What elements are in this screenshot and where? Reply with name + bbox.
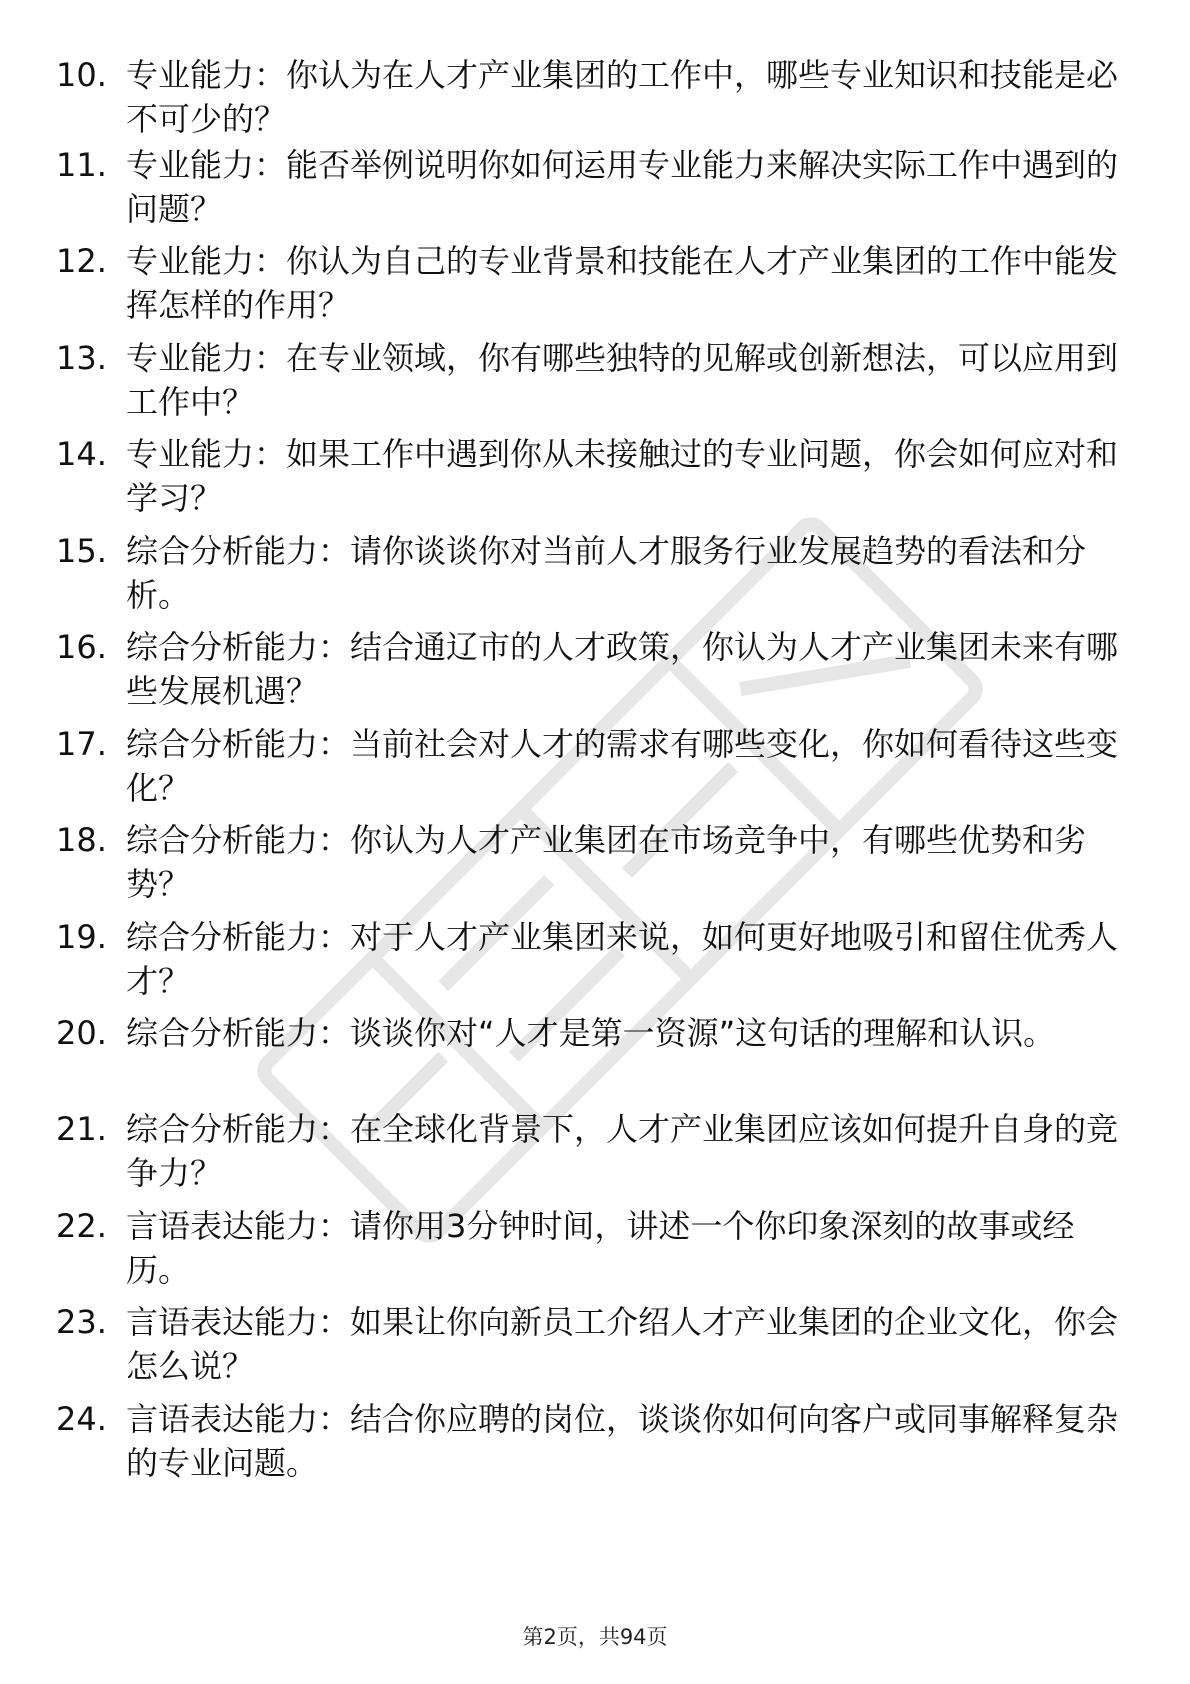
question-number: 16.: [56, 628, 107, 666]
question-text: 言语表达能力：结合你应聘的岗位，谈谈你如何向客户或同事解释复杂的专业问题。: [126, 1400, 1119, 1482]
question-text: 综合分析能力：在全球化背景下，人才产业集团应该如何提升自身的竞争力？: [126, 1110, 1119, 1192]
question-number: 12.: [56, 242, 107, 280]
page-footer: [0, 1621, 1190, 1651]
question-text: 专业能力：如果工作中遇到你从未接触过的专业问题，你会如何应对和学习？: [126, 435, 1119, 517]
question-text: 综合分析能力：结合通辽市的人才政策，你认为人才产业集团未来有哪些发展机遇？: [126, 628, 1119, 710]
question-number: 21.: [56, 1110, 107, 1148]
question-text: 综合分析能力：你认为人才产业集团在市场竞争中，有哪些优势和劣势？: [126, 821, 1087, 903]
question-text: 专业能力：在专业领域，你有哪些独特的见解或创新想法，可以应用到工作中？: [126, 339, 1119, 421]
question-number: 19.: [56, 918, 107, 956]
question-text: 专业能力：能否举例说明你如何运用专业能力来解决实际工作中遇到的问题？: [126, 146, 1119, 228]
question-text: 综合分析能力：当前社会对人才的需求有哪些变化，你如何看待这些变化？: [126, 725, 1119, 807]
question-number: 14.: [56, 435, 107, 473]
question-number: 24.: [56, 1400, 107, 1438]
question-number: 10.: [56, 56, 107, 94]
question-number: 13.: [56, 339, 107, 377]
page-number-label: 第2页，共94页: [522, 1625, 668, 1649]
question-number: 18.: [56, 821, 107, 859]
question-text: 综合分析能力：对于人才产业集团来说，如何更好地吸引和留住优秀人才？: [126, 918, 1119, 1000]
question-number: 22.: [56, 1207, 107, 1245]
question-text: 言语表达能力：请你用3分钟时间，讲述一个你印象深刻的故事或经历。: [126, 1207, 1075, 1289]
question-number: 23.: [56, 1303, 107, 1341]
question-text: 言语表达能力：如果让你向新员工介绍人才产业集团的企业文化，你会怎么说？: [126, 1303, 1119, 1385]
question-text: 综合分析能力：谈谈你对“人才是第一资源”这句话的理解和认识。: [126, 1014, 1056, 1052]
question-number: 20.: [56, 1014, 107, 1052]
question-text: 专业能力：你认为在人才产业集团的工作中，哪些专业知识和技能是必不可少的？: [126, 56, 1119, 138]
question-number: 11.: [56, 146, 107, 184]
question-number: 17.: [56, 725, 107, 763]
question-text: 专业能力：你认为自己的专业背景和技能在人才产业集团的工作中能发挥怎样的作用？: [126, 242, 1119, 324]
question-text: 综合分析能力：请你谈谈你对当前人才服务行业发展趋势的看法和分析。: [126, 532, 1087, 614]
question-number: 15.: [56, 532, 107, 570]
